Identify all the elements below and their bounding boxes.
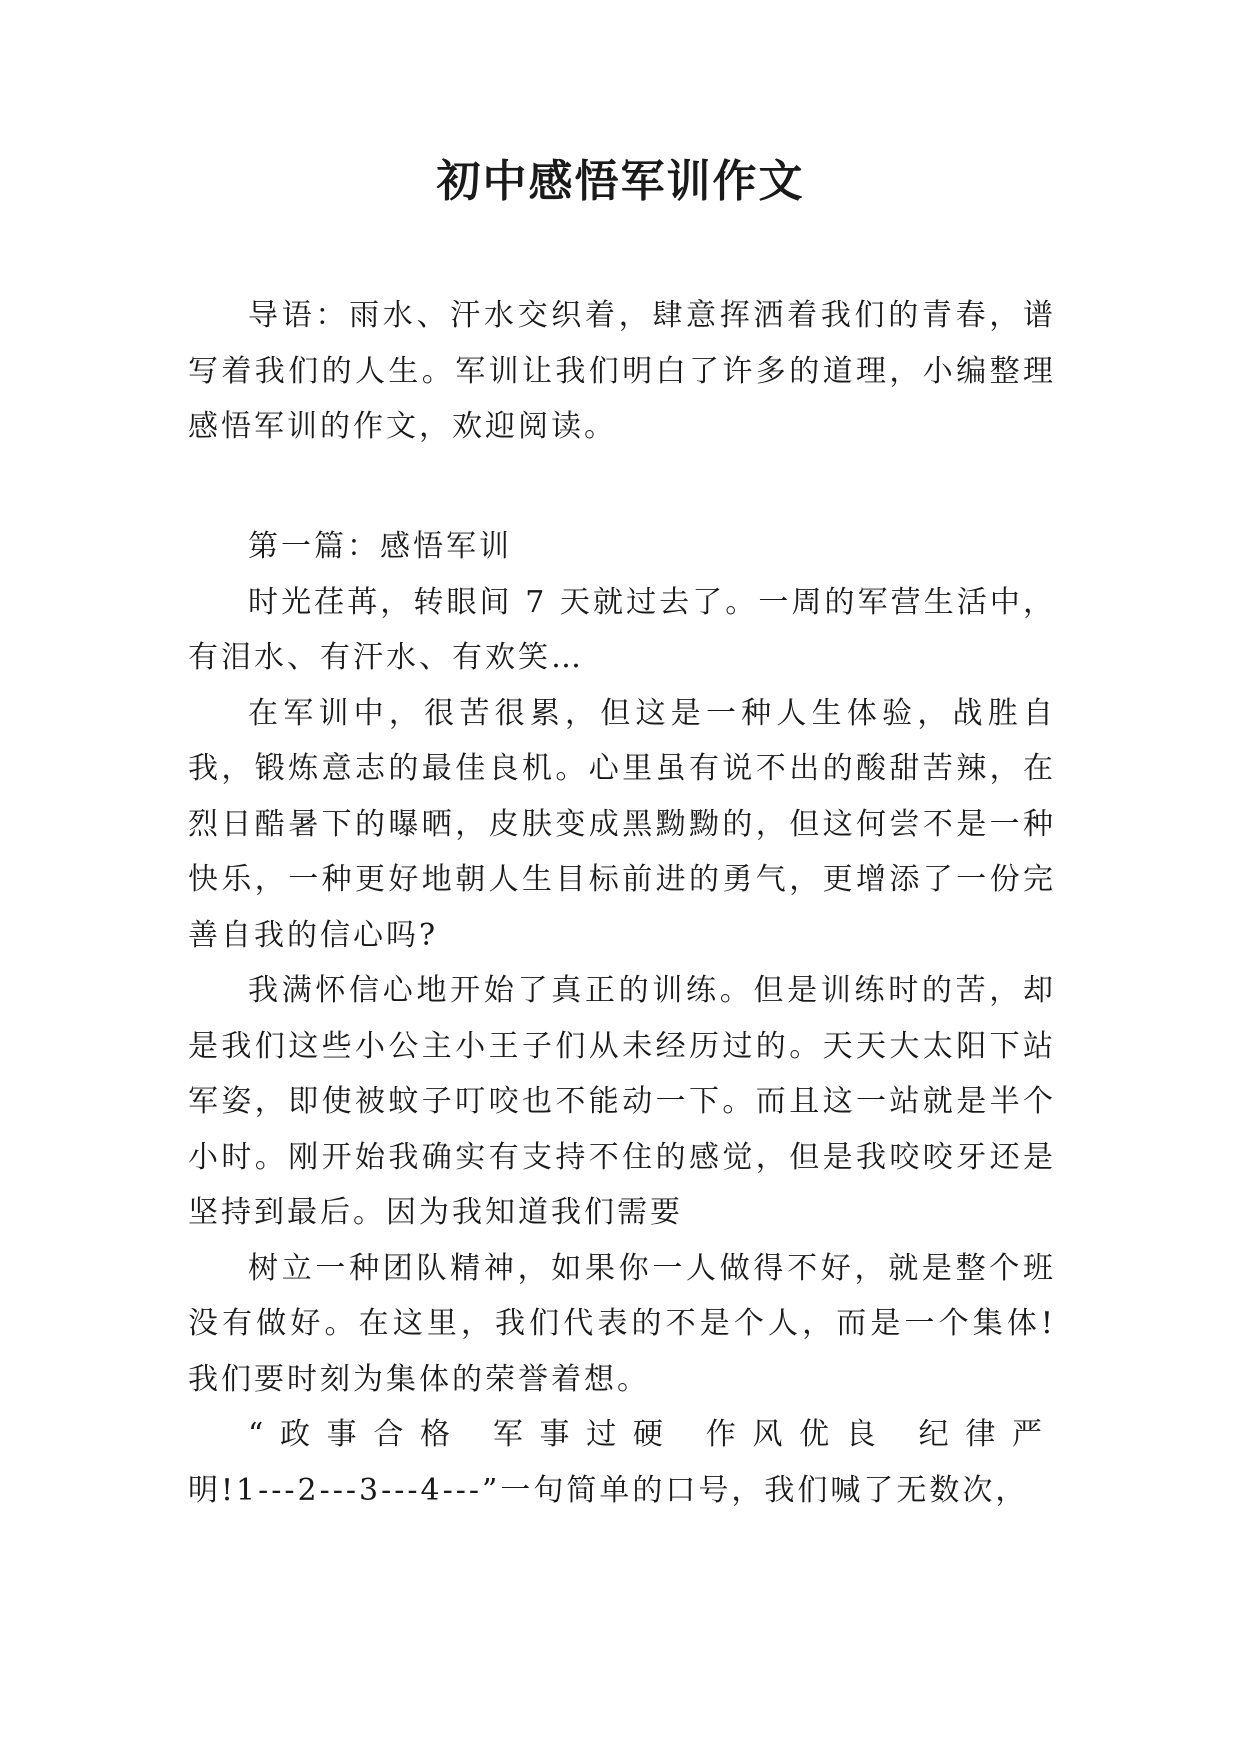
slogan-text: “政事合格 军事过硬 作风优良 纪律严 [248,1417,1056,1452]
paragraph-4: 树立一种团队精神，如果你一人做得不好，就是整个班没有做好。在这里，我们代表的不是个人，而是一个集体!我们要时刻为集体的荣誉着想。 [188,1250,1056,1397]
intro-paragraph: 导语：雨水、汗水交织着，肆意挥洒着我们的青春，谱写着我们的人生。军训让我们明白了许多的道理，小编整理感悟军训的作文，欢迎阅读。 [188,298,1056,444]
article-body [188,519,1056,1518]
document-title: 初中感悟军训作文 [436,156,805,207]
paragraph-1: 时光荏苒，转眼间 7 天就过去了。一周的军营生活中，有泪水、有汗水、有欢笑… [188,584,1056,675]
paragraph-3: 我满怀信心地开始了真正的训练。但是训练时的苦，却是我们这些小公主小王子们从未经历过的。天天大太阳下站军姿，即使被蚊子叮咬也不能动一下。而且这一站就是半个小时。刚开始我确实有支持不住的感觉，但是我咬咬牙还是坚持到最后。因为我知道我们需要 [188,973,1056,1230]
section-heading: 第一篇：感悟军训 [248,529,512,564]
intro-block [188,288,1056,455]
slogan-paragraph [188,1407,1056,1518]
paragraph-2: 在军训中，很苦很累，但这是一种人生体验，战胜自我，锻炼意志的最佳良机。心里虽有说不出的酸甜苦辣，在烈日酷暑下的曝晒，皮肤变成黑黝黝的，但这何尝不是一种快乐，一种更好地朝人生目标前进的勇气，更增添了一份完善自我的信心吗? [188,695,1056,953]
slogan-tail-text: 明!1---2---3---4---”一句简单的口号，我们喊了无数次， [188,1472,1029,1508]
